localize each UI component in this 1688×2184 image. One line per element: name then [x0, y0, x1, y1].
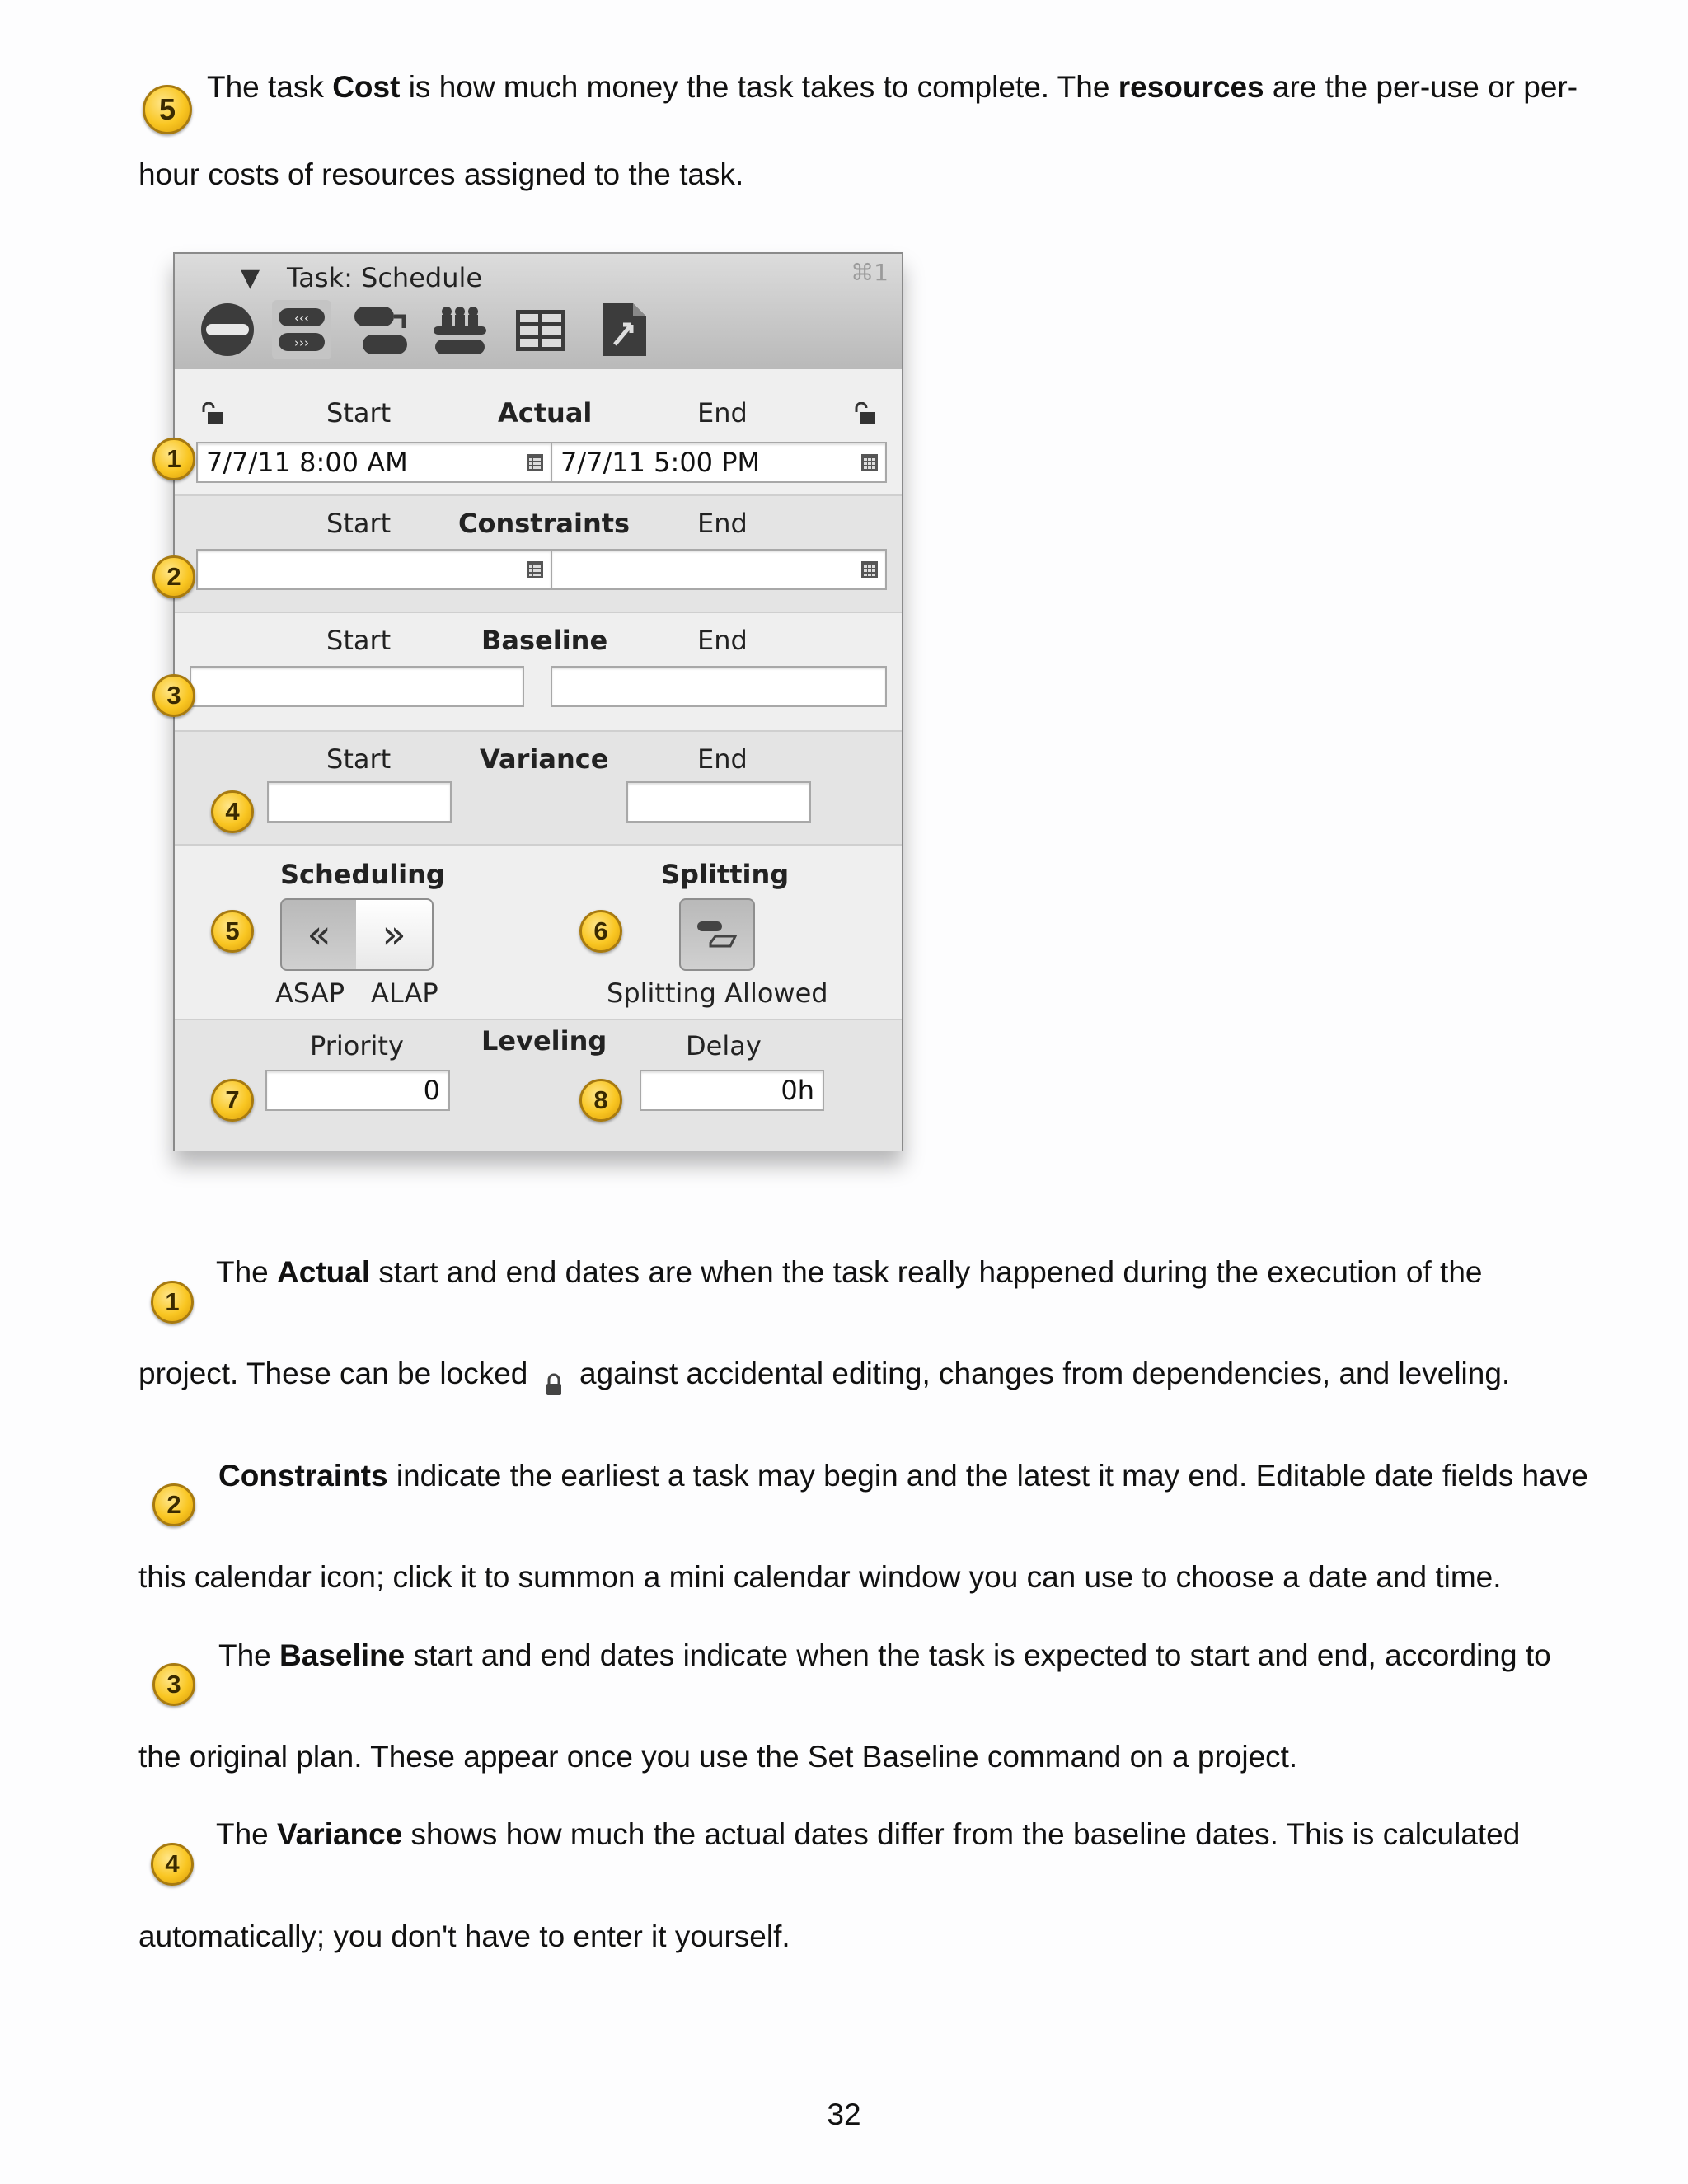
constraints-section	[175, 494, 902, 612]
constraints-start-label: Start	[326, 508, 392, 539]
inspector-title: Task: Schedule	[287, 262, 483, 293]
delay-label: Delay	[686, 1030, 762, 1062]
callout-8: 8	[579, 1079, 622, 1122]
splitting-heading: Splitting	[661, 859, 790, 890]
actual-start-value: 7/7/11 8:00 AM	[206, 447, 408, 478]
callout-2: 2	[152, 555, 195, 598]
baseline-end-label: End	[697, 625, 748, 656]
callout-5-intro: 5	[143, 85, 192, 134]
intro-text: The task	[207, 70, 333, 104]
delay-field[interactable]	[640, 1070, 824, 1111]
calendar-icon[interactable]	[860, 560, 879, 579]
asap-button[interactable]: «	[280, 898, 358, 971]
note-text: shows how much the actual dates differ from the baseline dates. This is calculated	[402, 1817, 1521, 1851]
note-text: start and end dates indicate when the task is expected to start and end, according to	[405, 1638, 1551, 1672]
actual-start-label: Start	[326, 397, 392, 429]
constraints-heading: Constraints	[458, 508, 631, 539]
alap-button[interactable]: »	[356, 898, 434, 971]
cost-term: Cost	[332, 70, 401, 104]
note-2-line-1	[218, 1458, 1588, 1494]
note-1-line-2	[138, 1356, 1510, 1397]
splitting-toggle[interactable]	[679, 898, 755, 971]
baseline-end-field	[551, 666, 887, 707]
calendar-icon[interactable]	[526, 453, 544, 471]
splitting-allowed-label: Splitting Allowed	[607, 977, 828, 1009]
note-1-line-1	[216, 1254, 1483, 1291]
baseline-section	[175, 612, 902, 730]
note-text: indicate the earliest a task may begin and the latest it may end. Editable date fields have	[387, 1459, 1588, 1493]
actual-section	[175, 369, 902, 494]
alap-label: ALAP	[371, 977, 438, 1009]
constraints-start-field[interactable]	[196, 549, 552, 590]
note-4-line-1	[216, 1816, 1520, 1853]
unlocked-icon[interactable]	[199, 402, 224, 425]
priority-label: Priority	[310, 1030, 404, 1062]
asap-label: ASAP	[275, 977, 345, 1009]
intro-text: are the per-use or per-	[1264, 70, 1578, 104]
constraints-end-label: End	[697, 508, 748, 539]
note-4-line-2: automatically; you don't have to enter it yourself.	[138, 1919, 790, 1953]
resources-term: resources	[1118, 70, 1264, 104]
note-3-callout: 3	[152, 1663, 195, 1706]
priority-value: 0	[423, 1075, 440, 1106]
disclosure-triangle-icon[interactable]: ▼	[241, 264, 260, 293]
baseline-start-field	[190, 666, 524, 707]
lock-icon	[543, 1372, 565, 1397]
split-task-icon	[696, 918, 738, 951]
variance-end-label: End	[697, 743, 748, 775]
unlocked-icon[interactable]	[852, 402, 877, 425]
variance-section	[175, 730, 902, 844]
task-type-icon[interactable]	[198, 300, 257, 359]
note-icon[interactable]	[595, 300, 654, 359]
leveling-heading: Leveling	[481, 1025, 607, 1057]
baseline-start-label: Start	[326, 625, 392, 656]
calendar-icon[interactable]	[860, 453, 879, 471]
note-text: against accidental editing, changes from dependencies, and leveling.	[570, 1357, 1511, 1390]
variance-term: Variance	[277, 1817, 403, 1851]
callout-4: 4	[211, 790, 254, 833]
priority-field[interactable]	[265, 1070, 450, 1111]
inspector-shortcut: ⌘1	[851, 259, 889, 286]
actual-end-value: 7/7/11 5:00 PM	[560, 447, 761, 478]
custom-data-icon[interactable]	[511, 300, 570, 359]
variance-heading: Variance	[480, 743, 609, 775]
note-3-line-2: the original plan. These appear once you use the Set Baseline command on a project.	[138, 1740, 1298, 1774]
note-2-callout: 2	[152, 1483, 195, 1526]
variance-end-field	[626, 781, 811, 823]
actual-end-label: End	[697, 397, 748, 429]
inspector-titlebar	[175, 254, 902, 371]
actual-end-field[interactable]	[551, 442, 887, 483]
schedule-icon[interactable]	[272, 300, 331, 359]
constraints-end-field[interactable]	[551, 549, 887, 590]
leveling-section	[175, 1019, 902, 1151]
actual-start-field[interactable]	[196, 442, 552, 483]
svg-text:‹‹‹: ‹‹‹	[294, 311, 309, 326]
delay-value: 0h	[781, 1075, 814, 1106]
baseline-heading: Baseline	[481, 625, 608, 656]
note-text: start and end dates are when the task really happened during the execution of the	[370, 1255, 1483, 1289]
svg-text:›››: ›››	[294, 335, 309, 350]
variance-start-field	[267, 781, 452, 823]
constraints-term: Constraints	[218, 1459, 388, 1493]
actual-heading: Actual	[498, 397, 593, 429]
baseline-term: Baseline	[279, 1638, 406, 1672]
intro-line-2: hour costs of resources assigned to the task.	[138, 157, 744, 191]
scheduling-section	[175, 844, 902, 1019]
resources-icon[interactable]	[430, 300, 490, 359]
variance-start-label: Start	[326, 743, 392, 775]
note-4-callout: 4	[151, 1843, 194, 1886]
note-text: The	[216, 1817, 278, 1851]
note-3-line-1	[218, 1638, 1551, 1674]
callout-7: 7	[211, 1079, 254, 1122]
callout-1: 1	[152, 438, 195, 480]
dependencies-icon[interactable]	[351, 300, 410, 359]
callout-6: 6	[579, 910, 622, 953]
note-2-line-2: this calendar icon; click it to summon a mini calendar window you can use to choose a date and time.	[138, 1560, 1502, 1594]
actual-term: Actual	[277, 1255, 371, 1289]
callout-3: 3	[152, 674, 195, 717]
calendar-icon[interactable]	[526, 560, 544, 579]
callout-5: 5	[211, 910, 254, 953]
intro-text: is how much money the task takes to complete. The	[400, 70, 1118, 104]
note-text: The	[216, 1255, 278, 1289]
scheduling-heading: Scheduling	[280, 859, 445, 890]
note-text: project. These can be locked	[138, 1357, 528, 1390]
task-schedule-inspector	[173, 252, 903, 1151]
note-1-callout: 1	[151, 1281, 194, 1324]
page-number: 32	[827, 2097, 861, 2131]
note-text: The	[218, 1638, 280, 1672]
intro-line-1	[207, 69, 1578, 105]
